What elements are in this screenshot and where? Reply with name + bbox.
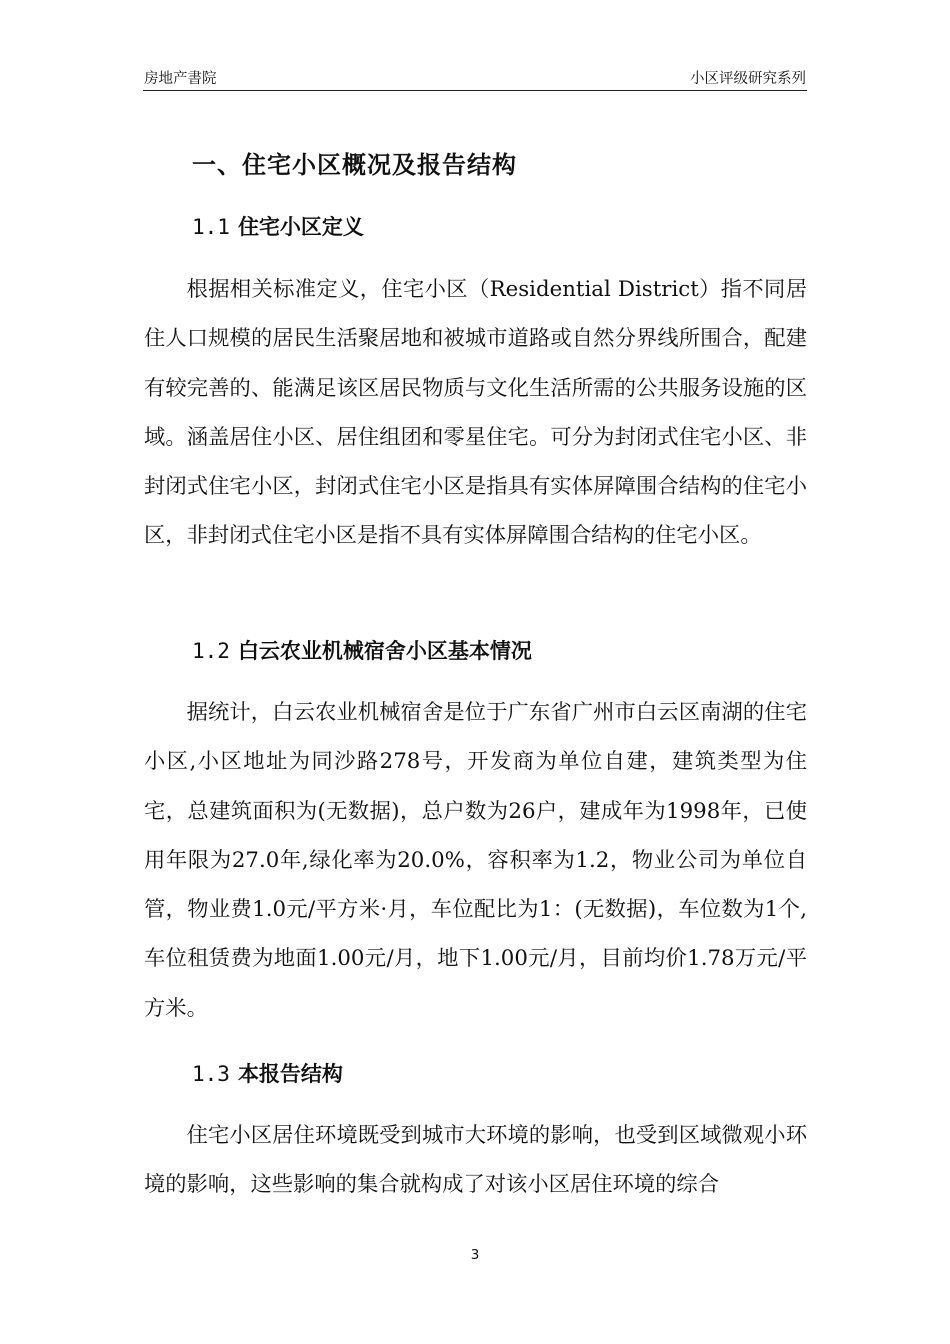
paragraph-report-structure: 住宅小区居住环境既受到城市大环境的影响，也受到区域微观小环境的影响，这些影响的集合就构成了对该小区居住环境的综合 — [144, 1123, 807, 1198]
subsection-heading-1-1 — [192, 211, 364, 241]
section-title: 一、住宅小区概况及报告结构 — [192, 151, 517, 179]
subsection-heading-1-3 — [192, 1058, 343, 1088]
subsection-title: 住宅小区定义 — [237, 215, 364, 239]
header-publisher: 房地产書院 — [144, 71, 217, 87]
subsection-number: 1.1 — [192, 215, 230, 239]
page-number: 3 — [470, 1247, 480, 1263]
header-series: 小区评级研究系列 — [690, 71, 806, 87]
subsection-number: 1.3 — [192, 1062, 230, 1086]
subsection-heading-1-2 — [192, 635, 532, 665]
subsection-number: 1.2 — [192, 639, 230, 663]
subsection-title: 白云农业机械宿舍小区基本情况 — [237, 639, 532, 663]
page-header — [143, 62, 807, 91]
paragraph-basic-info: 据统计，白云农业机械宿舍是位于广东省广州市白云区南湖的住宅小区,小区地址为同沙路278号，开发商为单位自建，建筑类型为住宅，总建筑面积为(无数据)，总户数为26户，建成年为1998年，已使用年限为27.0年,绿化率为20.0%，容积率为1.2，物业公司为单位自管，物业费1.0元/平方米·月，车位配比为1：(无数据)，车位数为1个,车位租赁费为地面1.00元/月，地下1.00元/月，目前均价1.78万元/平方米。 — [144, 700, 807, 1021]
subsection-title: 本报告结构 — [237, 1062, 343, 1086]
paragraph-definition: 根据相关标准定义，住宅小区（Residential District）指不同居住人口规模的居民生活聚居地和被城市道路或自然分界线所围合，配建有较完善的、能满足该区居民物质与文化生活所需的公共服务设施的区域。涵盖居住小区、居住组团和零星住宅。可分为封闭式住宅小区、非封闭式住宅小区，封闭式住宅小区是指具有实体屏障围合结构的住宅小区，非封闭式住宅小区是指不具有实体屏障围合结构的住宅小区。 — [144, 277, 807, 549]
